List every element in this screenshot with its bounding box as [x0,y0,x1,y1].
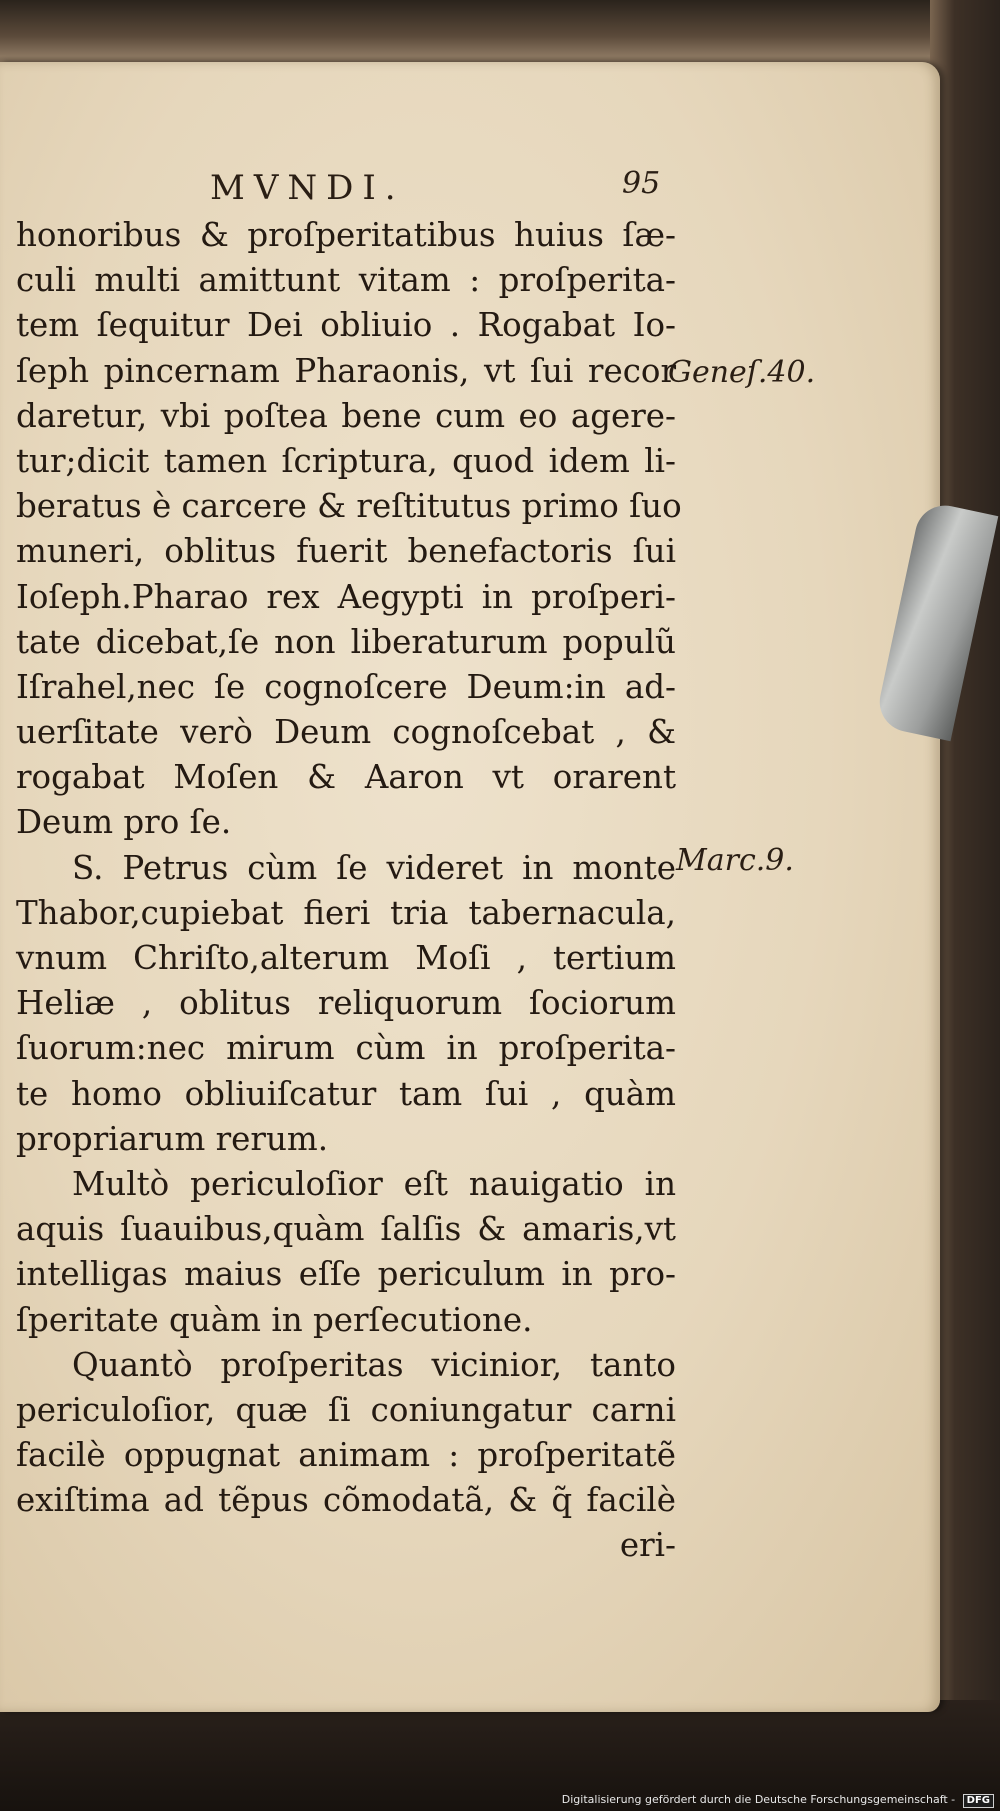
text-line: ſuorum:nec mirum cùm in proſperita- [16,1029,676,1068]
footer-credit-text: Digitalisierung gefördert durch die Deutsche Forschungsgemeinschaft - [561,1793,956,1806]
footer-credit [562,1793,994,1808]
text-line: tem ſequitur Dei obliuio . Rogabat Io- [16,306,676,345]
marginal-note-mark: Marc.9. [676,843,794,878]
text-line: honoribus & proſperitatibus huius ſæ- [16,216,676,254]
text-line: Thabor,cupiebat fieri tria tabernacula, [16,893,676,932]
text-line: exiſtima ad tẽpus cõmodatã, & q̃ facilè [16,1481,676,1520]
text-line: vnum Chriſto,alterum Moſi , tertium [16,939,676,977]
text-line: muneri, oblitus fuerit benefactoris ſui [16,532,676,571]
text-line: Heliæ , oblitus reliquorum ſociorum [16,984,676,1023]
text-line: S. Petrus cùm ſe videret in monte [72,848,676,887]
text-line: Deum pro ſe. [16,803,232,842]
book-fore-edge [930,0,1000,1811]
text-line: uerſitate verò Deum cognoſcebat , & [16,713,676,752]
body-text [16,213,682,1569]
text-line: Iſrahel,nec ſe cognoſcere Deum:in ad- [16,667,676,706]
text-line: daretur, vbi poſtea bene cum eo agere- [16,396,676,435]
catchword: eri- [619,1526,676,1565]
text-line: Ioſeph.Pharao rex Aegypti in proſperi- [16,577,676,616]
text-line: facilè oppugnat animam : proſperitatẽ [16,1436,676,1475]
text-line: ſeph pincernam Pharaonis, vt ſui recor [16,351,676,390]
text-line: propriarum rerum. [16,1119,329,1158]
text-line: intelligas maius eſſe periculum in pro- [16,1255,676,1294]
text-line: beratus è carcere & reſtitutus primo ſuo [16,487,682,526]
text-line: rogabat Moſen & Aaron vt orarent [16,758,676,797]
text-line: aquis ſuauibus,quàm ſalſis & amaris,vt [16,1210,676,1249]
marginal-note-genesis: Geneſ.40. [668,355,816,390]
text-line: te homo obliuiſcatur tam ſui , quàm [16,1074,676,1113]
page-number: 95 [622,166,661,201]
text-line: Multò periculoſior eſt nauigatio in [72,1164,676,1203]
text-line: periculoſior, quæ ſi coniungatur carni [16,1390,676,1429]
text-line: Quantò proſperitas vicinior, tanto [72,1345,676,1384]
text-line: ſperitate quàm in perſecutione. [16,1300,533,1339]
text-line: tur;dicit tamen ſcriptura, quod idem li- [16,441,676,480]
text-line: culi multi amittunt vitam : proſperita- [16,261,676,300]
text-line: tate dicebat,ſe non liberaturum populũ [16,622,676,661]
running-header: MVNDI. [210,168,405,208]
dfg-logo-icon: DFG [963,1794,994,1808]
